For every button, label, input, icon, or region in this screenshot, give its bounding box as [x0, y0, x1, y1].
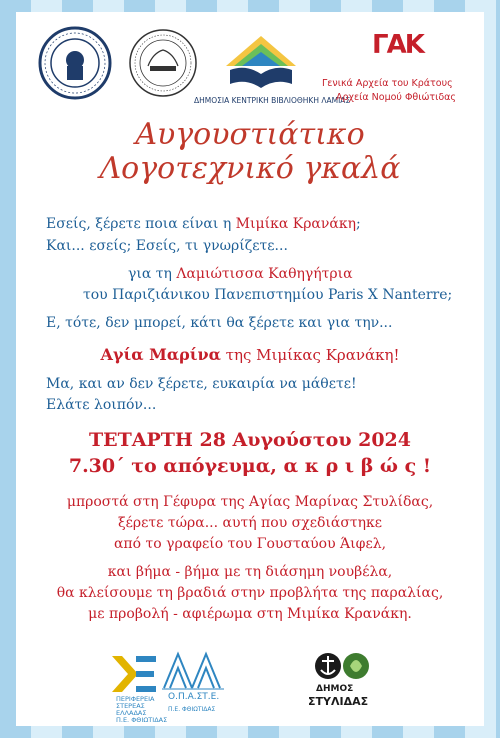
- municipality-logo: [314, 650, 372, 682]
- event-title-line2: Λογοτεχνικό γκαλά: [99, 151, 401, 186]
- library-book-logo: [226, 36, 296, 92]
- opaste-logo: [162, 648, 226, 690]
- professor-title: Λαμιώτισσα Καθηγήτρια: [176, 266, 353, 282]
- library-caption: ΔΗΜΟΣΙΑ ΚΕΝΤΡΙΚΗ ΒΙΒΛΙΟΘΗΚΗ ΛΑΜΙΑΣ: [194, 96, 351, 105]
- invite-line2: Ελάτε λοιπόν...: [46, 397, 157, 413]
- author-name: Μιμίκα Κρανάκη: [235, 216, 356, 232]
- programme-line3: με προβολή - αφιέρωμα στη Μιμίκα Κρανάκη.: [88, 606, 412, 622]
- region-caption: ΠΕΡΙΦΕΡΕΙΑ ΣΤΕΡΕΑΣ ΕΛΛΑΔΑΣ Π.Ε. ΦΘΙΩΤΙΔΑΣ: [116, 695, 168, 724]
- partner-logos: [16, 26, 484, 126]
- question-line: Ε, τότε, δεν μπορεί, κάτι θα ξέρετε και για την...: [46, 315, 393, 331]
- invitation-card: [16, 12, 484, 726]
- event-title-line1: Αυγουστιάτικο: [135, 117, 365, 152]
- opaste-subtitle: Π.Ε. ΦΘΙΩΤΙΔΑΣ: [168, 706, 216, 713]
- venue-line3: από το γραφείο του Γουσταύου Άιφελ,: [113, 536, 387, 552]
- laurel-seal-logo: [128, 28, 198, 98]
- sponsor-logos: [16, 648, 484, 728]
- municipality-line2: ΣΤΥΛΙΔΑΣ: [308, 695, 369, 708]
- archive-caption-line1: Γενικά Αρχεία του Κράτους: [322, 78, 453, 89]
- invite-line1: Μα, και αν δεν ξέρετε, ευκαιρία να μάθετε!: [46, 376, 357, 392]
- programme-line2: θα κλείσουμε τη βραδιά στην προβλήτα της παραλίας,: [56, 585, 444, 601]
- archive-caption-line2: Αρχεία Νομού Φθιώτιδας: [336, 92, 456, 103]
- municipality-line1: ΔΗΜΟΣ: [316, 684, 354, 694]
- programme-line1: και βήμα - βήμα με τη διάσημη νουβέλα,: [107, 564, 393, 580]
- opaste-name: Ο.Π.Α.ΣΤ.Ε.: [168, 692, 220, 702]
- novel-title: Αγία Μαρίνα: [100, 345, 221, 364]
- professor-line1: για τη Λαμιώτισσα Καθηγήτρια: [128, 266, 353, 282]
- event-date: ΤΕΤΑΡΤΗ 28 Αυγούστου 2024: [88, 429, 412, 451]
- intro-line1: Εσείς, ξέρετε ποια είναι η Μιμίκα Κρανάκη;: [46, 216, 361, 232]
- society-seal-logo: [38, 26, 112, 100]
- event-time: 7.30΄ το απόγευμα, α κ ρ ι β ώ ς !: [68, 455, 432, 477]
- venue-line2: ξέρετε τώρα... αυτή που σχεδιάστηκε: [117, 515, 383, 531]
- venue-line1: μπροστά στη Γέφυρα της Αγίας Μαρίνας Στυλίδας,: [66, 494, 434, 510]
- novel-line: Αγία Μαρίνα της Μιμίκας Κρανάκη!: [100, 345, 400, 364]
- professor-line2: του Παριζιάνικου Πανεπιστημίου Paris X Nanterre;: [83, 287, 453, 303]
- region-logo: [112, 652, 158, 696]
- intro-line2: Και... εσείς; Εσείς, τι γνωρίζετε...: [46, 238, 288, 254]
- archive-logo-mark: ΓΑΚ: [372, 30, 423, 60]
